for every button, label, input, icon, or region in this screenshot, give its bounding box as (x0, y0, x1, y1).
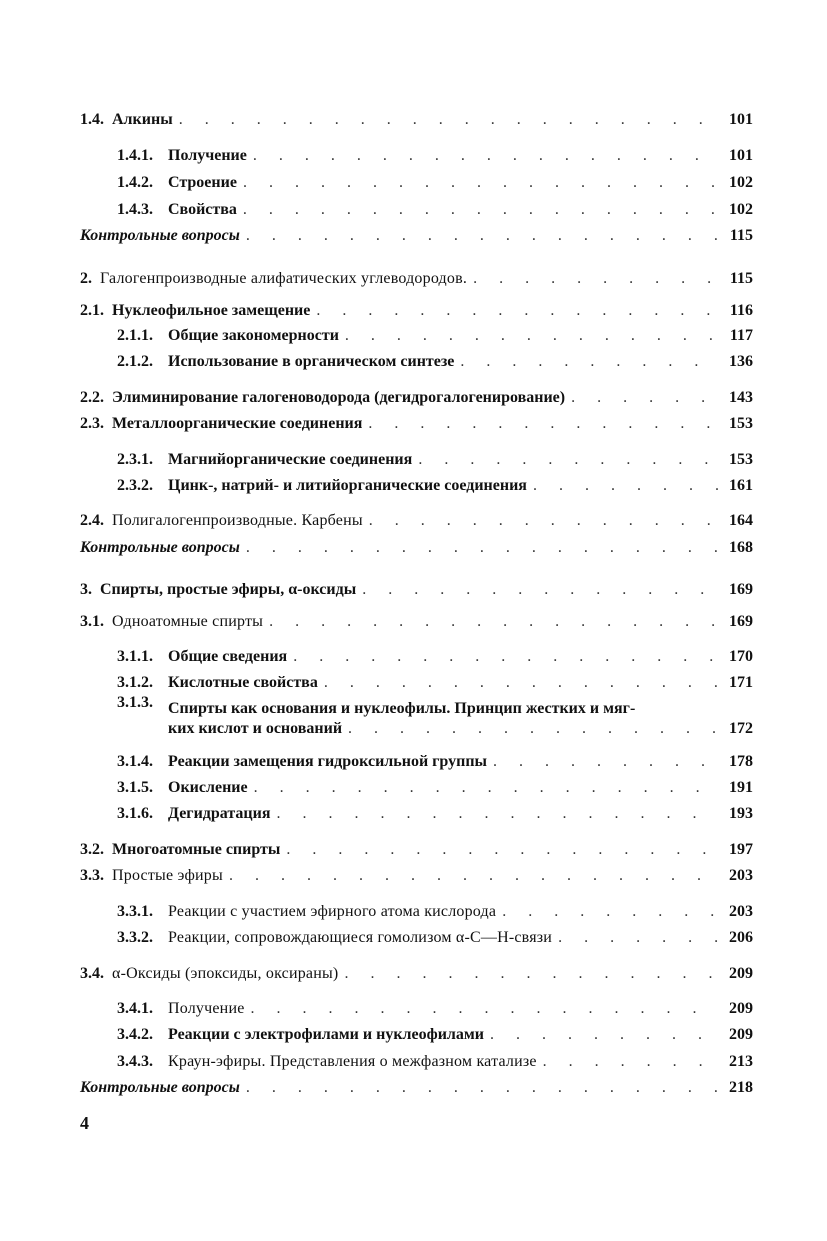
toc-entry-title: Контрольные вопросы (80, 1079, 240, 1096)
leader-dots (558, 928, 719, 948)
toc-entry (80, 834, 753, 860)
leader-dots (418, 450, 719, 470)
toc-entry-number: 1.4. (80, 111, 104, 128)
toc-entry-title: Дегидратация (168, 805, 271, 822)
toc-entry-title: Окисление (168, 779, 248, 796)
toc-entry-number: 2.4. (80, 512, 104, 529)
toc-entry-page: 101 (729, 111, 753, 128)
toc-entry (80, 532, 753, 558)
toc-entry-title: Получение (168, 1000, 245, 1017)
toc-entry (117, 346, 753, 372)
toc-entry-number: 3.1.2. (117, 674, 153, 691)
toc-entry-number: 3.2. (80, 841, 104, 858)
toc-entry-title: Краун-эфиры. Представления о межфазном катализе (168, 1053, 537, 1070)
leader-dots (246, 226, 719, 246)
page-number: 4 (80, 1113, 89, 1133)
leader-dots (460, 352, 719, 372)
leader-dots (493, 752, 719, 772)
toc-entry (117, 922, 753, 948)
toc-entry-number: 3.4.3. (117, 1053, 153, 1070)
toc-entry-page: 172 (729, 720, 753, 737)
toc-entry-title: Спирты, простые эфиры, α-оксиды (100, 581, 357, 598)
leader-dots (254, 778, 719, 798)
toc-entry (80, 505, 753, 531)
toc-entry-number: 3.4. (80, 965, 104, 982)
leader-dots (316, 301, 719, 321)
toc-entry-number: 3.1.3. (117, 694, 153, 711)
toc-entry (80, 295, 753, 321)
toc-entry-number: 2.2. (80, 389, 104, 406)
toc-entry-number: 2.3. (80, 415, 104, 432)
toc-entry-title-line2: ких кислот и оснований (168, 720, 343, 737)
toc-entry-page: 213 (729, 1053, 753, 1070)
toc-entry-title: Спирты как основания и нуклеофилы. Принцип жестких и мяг- (168, 700, 636, 717)
toc-entry-number: 3.4.1. (117, 1000, 153, 1017)
toc-entry (117, 444, 753, 470)
toc-entry-title: Свойства (168, 201, 237, 218)
toc-entry-title-block (168, 699, 753, 739)
toc-entry-title: Полигалогенпроизводные. Карбены (112, 512, 363, 529)
toc-entry-page: 115 (729, 270, 753, 287)
leader-dots (269, 612, 719, 632)
toc-entry-title: Контрольные вопросы (80, 227, 240, 244)
toc-entry (80, 263, 753, 289)
toc-entry-title: Простые эфиры (112, 867, 223, 884)
toc-entry-number: 3.3. (80, 867, 104, 884)
toc-entry (80, 606, 753, 632)
toc-entry-title: Общие закономерности (168, 327, 339, 344)
toc-entry-page: 209 (729, 965, 753, 982)
toc-entry-number: 3.1.4. (117, 753, 153, 770)
toc-entry-number: 3.3.1. (117, 903, 153, 920)
toc-entry-number: 2.1.1. (117, 327, 153, 344)
toc-entry-title: Получение (168, 147, 247, 164)
toc-entry (80, 408, 753, 434)
toc-entry-number: 3. (80, 581, 92, 598)
toc-entry-number: 2.3.1. (117, 451, 153, 468)
leader-dots (368, 414, 719, 434)
toc-entry-page: 136 (729, 353, 753, 370)
toc-entry-title: Реакции замещения гидроксильной группы (168, 753, 488, 770)
toc-entry (117, 772, 753, 798)
leader-dots (345, 326, 719, 346)
toc-entry-title: Реакции с электрофилами и нуклеофилами (168, 1026, 485, 1043)
toc-entry-page: 203 (729, 867, 753, 884)
toc-entry-number: 3.1.1. (117, 648, 153, 665)
leader-dots (502, 902, 719, 922)
toc-entry-page: 171 (729, 674, 753, 691)
toc-entry-number: 3.1. (80, 613, 104, 630)
toc-entry-title-continuation (168, 719, 753, 739)
toc-entry (80, 958, 753, 984)
toc-entry-page: 143 (729, 389, 753, 406)
toc-entry-title: Магнийорганические соединения (168, 451, 413, 468)
leader-dots (571, 388, 719, 408)
toc-entry-title: Использование в органическом синтезе (168, 353, 455, 370)
leader-dots (344, 964, 719, 984)
toc-entry-page: 178 (729, 753, 753, 770)
toc-entry-page: 161 (729, 477, 753, 494)
toc-entry-title: Алкины (112, 111, 173, 128)
toc-entry (117, 140, 753, 166)
toc-entry-title: Реакции с участием эфирного атома кислорода (168, 903, 497, 920)
leader-dots (369, 511, 719, 531)
toc-entry-title: Металлоорганические соединения (112, 415, 363, 432)
toc-entry-title: Контрольные вопросы (80, 539, 240, 556)
toc-entry (117, 993, 753, 1019)
leader-dots (543, 1052, 719, 1072)
toc-entry-number: 3.4.2. (117, 1026, 153, 1043)
toc-entry-number: 3.1.6. (117, 805, 153, 822)
toc-entry-page: 153 (729, 451, 753, 468)
toc-entry-title: Нуклеофильное замещение (112, 302, 311, 319)
toc-entry (117, 798, 753, 824)
toc-entry-page: 115 (729, 227, 753, 244)
toc-entry (117, 470, 753, 496)
toc-entry-page: 153 (729, 415, 753, 432)
toc-entry (80, 574, 753, 600)
leader-dots (253, 146, 719, 166)
leader-dots (246, 1078, 719, 1098)
leader-dots (251, 999, 719, 1019)
toc-entry (80, 220, 753, 246)
toc-entry-number: 1.4.2. (117, 174, 153, 191)
toc-entry (117, 320, 753, 346)
toc-entry-page: 191 (729, 779, 753, 796)
toc-entry-title: Многоатомные спирты (112, 841, 281, 858)
toc-entry-page: 169 (729, 581, 753, 598)
toc-entry-number: 3.1.5. (117, 779, 153, 796)
toc-entry (117, 641, 753, 667)
toc-entry (117, 746, 753, 772)
leader-dots (229, 866, 719, 886)
toc-entry (117, 1019, 753, 1045)
leader-dots (243, 173, 719, 193)
leader-dots (533, 476, 719, 496)
leader-dots (348, 719, 719, 739)
leader-dots (243, 200, 719, 220)
toc-entry-number: 2. (80, 270, 92, 287)
toc-entry-number: 2.1. (80, 302, 104, 319)
toc-entry-number: 1.4.1. (117, 147, 153, 164)
toc-entry (117, 1046, 753, 1072)
leader-dots (179, 110, 719, 130)
toc-entry-title: Кислотные свойства (168, 674, 318, 691)
toc-entry (80, 1072, 753, 1098)
toc-entry (80, 860, 753, 886)
toc-entry-title: α-Оксиды (эпоксиды, оксираны) (112, 965, 339, 982)
toc-entry-page: 206 (729, 929, 753, 946)
toc-entry-page: 168 (729, 539, 753, 556)
toc-entry-number: 3.3.2. (117, 929, 153, 946)
toc-entry-title: Элиминирование галогеноводорода (дегидрогалогенирование) (112, 389, 566, 406)
toc-entry-number: 1.4.3. (117, 201, 153, 218)
leader-dots (286, 840, 719, 860)
toc-entry-page: 117 (729, 327, 753, 344)
toc-entry-number: 2.1.2. (117, 353, 153, 370)
toc-entry-title: Строение (168, 174, 237, 191)
toc-entry (117, 693, 753, 739)
toc-entry-page: 203 (729, 903, 753, 920)
leader-dots (490, 1025, 719, 1045)
leader-dots (362, 580, 719, 600)
leader-dots (473, 269, 719, 289)
toc-entry-page: 169 (729, 613, 753, 630)
toc-entry-page: 164 (729, 512, 753, 529)
toc-entry-page: 193 (729, 805, 753, 822)
leader-dots (277, 804, 719, 824)
toc-entry-page: 170 (729, 648, 753, 665)
toc-entry-page: 101 (729, 147, 753, 164)
leader-dots (246, 538, 719, 558)
leader-dots (293, 647, 719, 667)
toc-entry (117, 194, 753, 220)
toc-entry (117, 167, 753, 193)
toc-entry-page: 116 (729, 302, 753, 319)
toc-entry-title: Одноатомные спирты (112, 613, 264, 630)
toc-entry (80, 104, 753, 130)
leader-dots (324, 673, 719, 693)
toc-entry-title: Цинк-, натрий- и литийорганические соединения (168, 477, 527, 494)
toc-entry-number: 2.3.2. (117, 477, 153, 494)
toc-entry-page: 197 (729, 841, 753, 858)
toc-entry-title: Общие сведения (168, 648, 288, 665)
toc-entry (117, 896, 753, 922)
toc-entry-page: 102 (729, 174, 753, 191)
toc-entry (80, 382, 753, 408)
toc-entry (117, 667, 753, 693)
toc-entry-page: 209 (729, 1026, 753, 1043)
toc-entry-title: Реакции, сопровождающиеся гомолизом α-С—Н-связи (168, 929, 553, 946)
toc-entry-page: 218 (729, 1079, 753, 1096)
toc-entry-page: 209 (729, 1000, 753, 1017)
toc-entry-page: 102 (729, 201, 753, 218)
toc-entry-title: Галогенпроизводные алифатических углеводородов. (100, 270, 468, 287)
